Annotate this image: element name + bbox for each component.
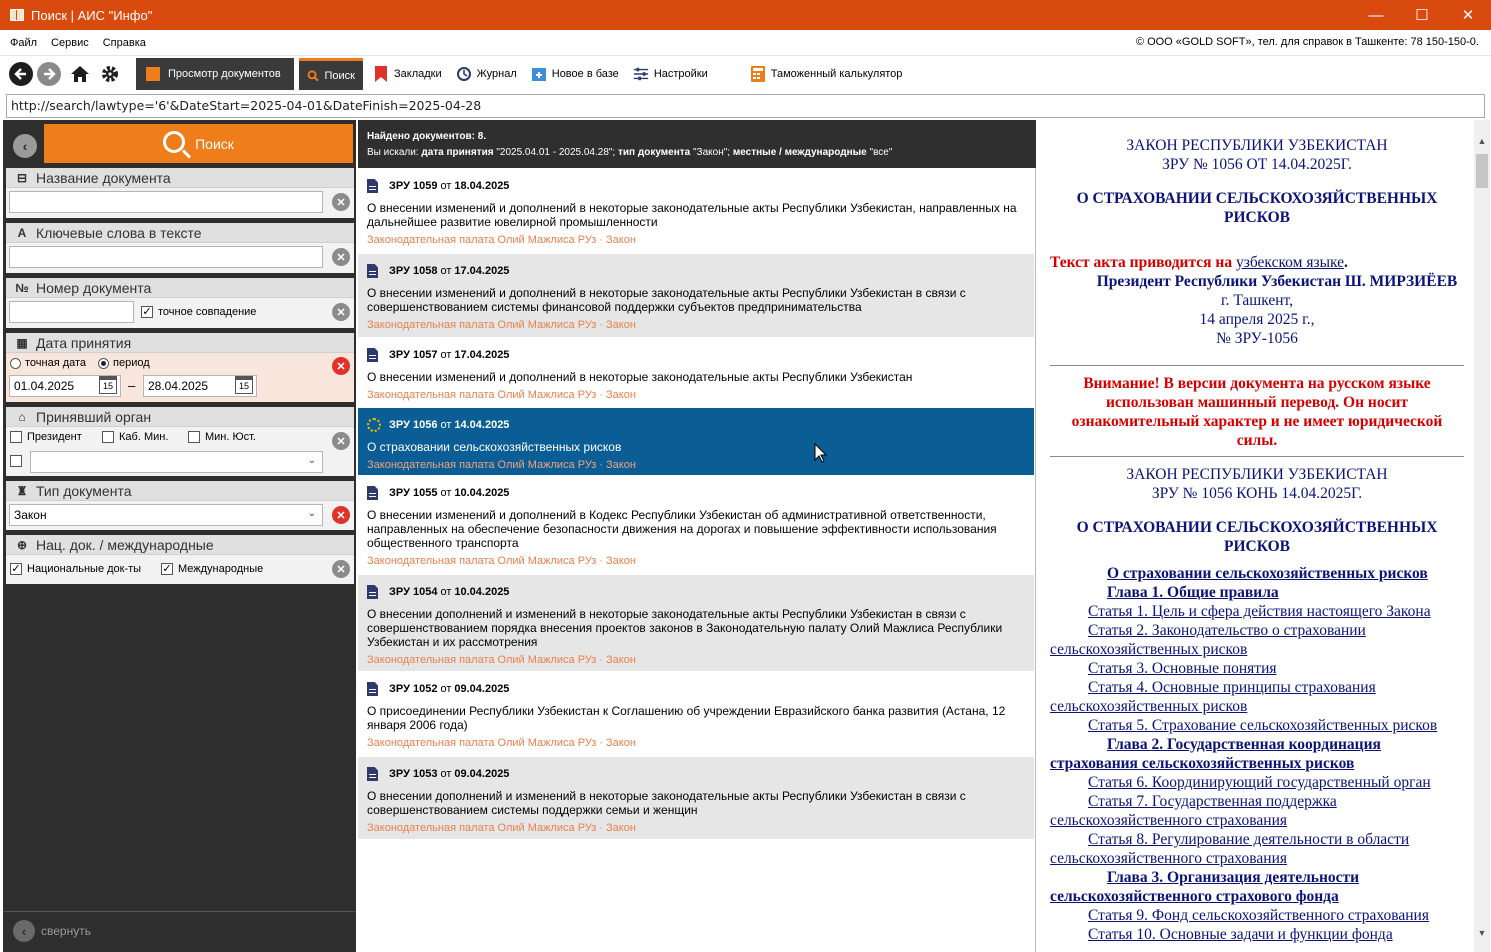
result-from: от (440, 180, 452, 192)
menu-bar (0, 30, 1491, 56)
result-source: Законодательная палата Олий Мажлиса РУз (367, 389, 597, 401)
result-source: Законодательная палата Олий Мажлиса РУз (367, 737, 597, 749)
filter-doc-name-title: Название документа (36, 169, 171, 186)
result-item[interactable]: ЗРУ 1055 от 10.04.2025 О внесении изменений и дополнений в Кодекс Республики Узбекистан об административной ответственности, направленных на обеспечение безопасности движения на дорогах и повышение эффективности использования общественного транспорта Законодательная палата Олий Мажлиса РУз · Закон (358, 476, 1034, 574)
home-icon[interactable] (69, 63, 91, 85)
date-to-input[interactable] (143, 375, 257, 397)
filter-doc-type-title: Тип документа (36, 482, 132, 499)
doc-city: г. Ташкент, (1220, 292, 1294, 309)
journal-label: Журнал (476, 68, 517, 80)
result-from: от (440, 487, 452, 499)
book-icon (10, 9, 24, 21)
result-type: Закон (606, 654, 636, 666)
minjust-label: Мин. Юст. (205, 431, 256, 443)
new-in-base-button[interactable] (531, 66, 619, 82)
doc-lang-note: Текст акта приводится на узбекском языке. (1050, 254, 1348, 271)
globe-icon: ⊕ (16, 537, 28, 552)
collapse-left-icon[interactable]: ‹ (13, 134, 37, 158)
mouse-cursor-icon (814, 443, 828, 463)
tab-search[interactable] (299, 58, 363, 90)
query-type-value: "Закон"; (693, 147, 731, 158)
cabmin-checkbox[interactable] (102, 431, 168, 443)
checkbox-icon (10, 455, 22, 467)
exact-match-label: точное совпадение (158, 306, 257, 318)
document-icon (367, 348, 378, 362)
toc-link[interactable]: Статья 9. Фонд сельскохозяйственного страхования (1088, 907, 1429, 924)
checkbox-checked-icon: ✓ (11, 562, 21, 575)
bookmarks-label: Закладки (394, 68, 442, 80)
result-date: 09.04.2025 (454, 768, 510, 780)
toc-link[interactable]: Статья 3. Основные понятия (1088, 660, 1277, 677)
toc-link[interactable]: Статья 1. Цель и сфера действия настоящего Закона (1088, 603, 1431, 620)
result-item[interactable]: ЗРУ 1059 от 18.04.2025 О внесении изменений и дополнений в некоторые законодательные акты Республики Узбекистан, направленных на дальнейшее развитие ювелирной промышленности Законодательная палата Олий Мажлиса РУз · Закон (358, 169, 1034, 253)
customs-calculator-button[interactable] (750, 66, 903, 82)
calendar-plus-icon (531, 66, 547, 82)
title-bar (0, 0, 1491, 30)
maximize-button[interactable]: ☐ (1415, 7, 1429, 24)
toc-link[interactable]: Статья 4. Основные принципы страхования сельскохозяйственных рисков (1050, 679, 1376, 715)
chevron-down-icon: ⌄ (307, 455, 316, 466)
calculator-icon (750, 66, 766, 82)
date-to-value: 28.04.2025 (148, 379, 209, 393)
exact-match-checkbox[interactable] (141, 306, 256, 318)
filter-doc-number-title: Номер документа (36, 279, 152, 296)
result-type: Закон (606, 555, 636, 567)
toc-link[interactable]: Статья 7. Государственная поддержка сельскохозяйственного страхования (1050, 793, 1337, 829)
document-scrollbar[interactable] (1474, 120, 1490, 952)
filter-organ (6, 407, 354, 476)
date-from-value: 01.04.2025 (14, 379, 75, 393)
clear-icon[interactable]: ✕ (332, 303, 350, 321)
query-local-label: местные / международные (732, 147, 867, 158)
period-radio[interactable] (98, 357, 150, 369)
result-number: ЗРУ 1058 (389, 265, 438, 277)
scroll-down-icon[interactable]: ▼ (1477, 928, 1487, 938)
text-a-icon: A (17, 225, 27, 240)
period-label: период (113, 357, 150, 369)
clear-icon[interactable]: ✕ (332, 560, 350, 578)
national-label: Национальные док-ты (27, 563, 142, 575)
checkbox-icon (10, 431, 22, 443)
filter-date-title: Дата принятия (36, 334, 132, 351)
toc-link[interactable]: Глава 2. Государственная координация страхования сельскохозяйственных рисков (1050, 736, 1381, 772)
president-label: Президент (27, 431, 82, 443)
result-from: от (440, 683, 452, 695)
query-local-value: "все" (869, 147, 893, 158)
address-bar[interactable]: http://search/lawtype='6'&DateStart=2025-04-01&DateFinish=2025-04-28 (6, 94, 1485, 118)
result-title: О присоединении Республики Узбекистан к Соглашению об учреждении Евразийского банка развития (Астана, 12 января 2006 года) (367, 704, 1006, 732)
journal-button[interactable] (456, 66, 517, 82)
new-in-base-label: Новое в базе (551, 68, 619, 80)
international-checkbox[interactable] (161, 563, 263, 575)
minimize-button[interactable]: — (1368, 6, 1384, 24)
chevron-left-icon: ‹ (13, 920, 35, 942)
result-number: ЗРУ 1056 (389, 419, 438, 431)
result-date: 17.04.2025 (454, 265, 510, 277)
stamp-icon: ♜ (16, 483, 28, 498)
filter-doc-type (6, 481, 354, 530)
result-number: ЗРУ 1054 (389, 586, 438, 598)
result-source: Законодательная палата Олий Мажлиса РУз (367, 234, 597, 246)
result-from: от (440, 265, 452, 277)
back-arrow-icon[interactable] (9, 62, 33, 86)
result-title: О внесении изменений и дополнений в некоторые законодательные акты Республики Узбекистан в связи с совершенствованием системы финансовой поддержки субъектов предпринимательства (367, 286, 966, 314)
result-title: О страховании сельскохозяйственных рисков (367, 440, 622, 454)
settings-button[interactable] (633, 66, 708, 82)
result-date: 10.04.2025 (454, 586, 510, 598)
tab-search-label: Поиск (324, 69, 355, 82)
toc-link[interactable]: О страховании сельскохозяйственных рисков (1107, 565, 1428, 582)
customs-calculator-label: Таможенный калькулятор (770, 68, 903, 80)
clear-icon[interactable]: ✕ (332, 432, 350, 450)
radio-selected-icon (98, 358, 109, 369)
calendar-icon[interactable]: 15 (99, 379, 117, 394)
clear-icon[interactable]: ✕ (332, 357, 350, 375)
date-from-input[interactable] (9, 375, 121, 397)
result-number: ЗРУ 1052 (389, 683, 438, 695)
doc-law-heading: ЗАКОН РЕСПУБЛИКИ УЗБЕКИСТАН (1126, 137, 1388, 154)
query-date-value: "2025.04.01 - 2025.04.28"; (496, 147, 616, 158)
result-source: Законодательная палата Олий Мажлиса РУз (367, 822, 597, 834)
settings-label: Настройки (653, 68, 708, 80)
result-source: Законодательная палата Олий Мажлиса РУз (367, 555, 597, 567)
scroll-thumb[interactable] (1476, 154, 1488, 188)
doc-title: О СТРАХОВАНИИ СЕЛЬСКОХОЗЯЙСТВЕННЫХ РИСКОВ (1076, 190, 1438, 226)
filter-keywords (6, 223, 354, 273)
search-icon (307, 68, 320, 84)
doc-table-of-contents (1040, 564, 1474, 944)
toolbar (0, 56, 1491, 92)
result-from: от (440, 349, 452, 361)
result-item-selected[interactable]: ЗРУ 1056 от 14.04.2025 О страховании сельскохозяйственных рисков Законодательная палата Олий Мажлиса РУз · Закон (358, 408, 1034, 475)
toc-link[interactable]: Статья 5. Страхование сельскохозяйственных рисков (1088, 717, 1438, 734)
document-icon (367, 179, 378, 193)
doc-title-2: О СТРАХОВАНИИ СЕЛЬСКОХОЗЯЙСТВЕННЫХ РИСКОВ (1076, 519, 1438, 555)
toc-link[interactable]: Статья 6. Координирующий государственный орган (1088, 774, 1431, 791)
result-date: 09.04.2025 (454, 683, 510, 695)
result-number: ЗРУ 1057 (389, 349, 438, 361)
clear-icon[interactable]: ✕ (332, 193, 350, 211)
doc-law-number-2: ЗРУ № 1056 КОНЬ 14.04.2025Г. (1151, 485, 1363, 502)
result-title: О внесении дополнений и изменений в некоторые законодательные акты Республики Узбекистан в связи с совершенствованием системы поддержки семьи и женщин (367, 789, 966, 817)
doc-name-input[interactable] (9, 191, 323, 213)
collapse-label: свернуть (41, 924, 91, 938)
search-filter-panel (3, 120, 356, 952)
search-button[interactable] (44, 124, 353, 163)
query-prefix: Вы искали: (367, 147, 419, 158)
result-item[interactable]: ЗРУ 1058 от 17.04.2025 О внесении изменений и дополнений в некоторые законодательные акты Республики Узбекистан в связи с совершенствованием системы финансовой поддержки субъектов предпринимательства Законодательная палата Олий Мажлиса РУз · Закон (358, 254, 1034, 337)
collapse-button[interactable] (13, 920, 91, 942)
clear-icon[interactable]: ✕ (332, 506, 350, 524)
lang-note-text: Текст акта приводится на (1050, 254, 1233, 271)
checkbox-checked-icon: ✓ (162, 562, 172, 575)
result-title: О внесении дополнений и изменений в некоторые законодательные акты Республики Узбекистан в связи с совершенствованием порядка внесения проектов законов в Законодательную палату Олий Мажлиса Республики Узбекистан и их рассмотрения (367, 607, 1003, 649)
result-date: 10.04.2025 (454, 487, 510, 499)
search-icon (163, 131, 185, 153)
history-icon (456, 66, 472, 82)
results-panel (358, 120, 1036, 952)
toc-link[interactable]: Статья 2. Законодательство о страховании сельскохозяйственных рисков (1050, 622, 1366, 658)
window-title: Поиск | АИС "Инфо" (31, 7, 153, 23)
result-item[interactable]: ЗРУ 1057 от 17.04.2025 О внесении изменений и дополнений в некоторые законодательные акты Республики Узбекистан Законодательная палата Олий Мажлиса РУз · Закон (358, 338, 1034, 407)
result-type: Закон (606, 822, 636, 834)
result-item[interactable]: ЗРУ 1053 от 09.04.2025 О внесении дополнений и изменений в некоторые законодательные акты Республики Узбекистан в связи с совершенствованием системы поддержки семьи и женщин Законодательная палата Олий Мажлиса РУз · Закон (358, 757, 1034, 839)
other-organ-checkbox[interactable] (10, 455, 27, 467)
exact-date-label: точная дата (25, 357, 87, 369)
clear-icon[interactable]: ✕ (332, 248, 350, 266)
doc-date: 14 апреля 2025 г., (1199, 311, 1315, 328)
result-number: ЗРУ 1055 (389, 487, 438, 499)
document-icon (367, 585, 378, 599)
filter-intl (6, 535, 354, 584)
close-button[interactable]: ✕ (1461, 7, 1475, 24)
filter-keywords-title: Ключевые слова в тексте (36, 224, 202, 241)
bookmarks-button[interactable] (373, 66, 442, 82)
result-date: 18.04.2025 (454, 180, 510, 192)
keywords-input[interactable] (9, 246, 323, 268)
toc-link[interactable]: Глава 1. Общие правила (1107, 584, 1279, 601)
doc-number-input[interactable] (9, 301, 134, 323)
bookmark-icon (373, 66, 389, 82)
doc-type-select[interactable] (9, 504, 323, 526)
toc-link[interactable]: Статья 8. Регулирование деятельности в области сельскохозяйственного страхования (1050, 831, 1410, 867)
query-type-label: тип документа (618, 147, 691, 158)
scroll-up-icon[interactable]: ▲ (1477, 136, 1487, 146)
result-title: О внесении изменений и дополнений в некоторые законодательные акты Республики Узбекистан, направленных на дальнейшее развитие ювелирной промышленности (367, 201, 1017, 229)
checkbox-checked-icon: ✓ (142, 305, 152, 318)
divider (1050, 365, 1464, 366)
menu-file[interactable]: Файл (10, 36, 38, 49)
result-type: Закон (606, 389, 636, 401)
result-type: Закон (606, 737, 636, 749)
organ-select[interactable] (30, 451, 323, 473)
result-date: 14.04.2025 (454, 419, 510, 431)
document-icon (367, 486, 378, 500)
document-icon (367, 682, 378, 696)
menu-service[interactable]: Сервис (51, 36, 89, 49)
result-source: Законодательная палата Олий Мажлиса РУз (367, 319, 597, 331)
result-from: от (440, 768, 452, 780)
tab-view-documents[interactable] (136, 58, 294, 90)
doc-law-heading-2: ЗАКОН РЕСПУБЛИКИ УЗБЕКИСТАН (1126, 466, 1388, 483)
checkbox-icon (188, 431, 200, 443)
doc-type-value: Закон (14, 508, 47, 522)
sliders-icon (633, 66, 649, 82)
national-checkbox[interactable] (10, 563, 141, 575)
divider (1050, 456, 1464, 457)
cabmin-label: Каб. Мин. (119, 431, 169, 443)
international-label: Международные (178, 563, 264, 575)
filter-intl-title: Нац. док. / международные (36, 536, 214, 553)
document-icon (367, 767, 378, 781)
menu-help[interactable]: Справка (102, 36, 146, 49)
found-count: Найдено документов: 8. (367, 131, 487, 142)
result-title: О внесении изменений и дополнений в некоторые законодательные акты Республики Узбекистан (367, 370, 913, 384)
filter-date (6, 333, 354, 402)
loading-spinner-icon (367, 418, 381, 432)
minjust-checkbox[interactable] (188, 431, 256, 443)
result-item[interactable]: ЗРУ 1054 от 10.04.2025 О внесении дополнений и изменений в некоторые законодательные акты Республики Узбекистан в связи с совершенствованием порядка внесения проектов законов в Законодательную палату Олий Мажлиса Республики Узбекистан и их рассмотрения Законодательная палата Олий Мажлиса РУз · Закон (358, 575, 1034, 671)
result-title: О внесении изменений и дополнений в Кодекс Республики Узбекистан об административной ответственности, направленных на обеспечение безопасности движения на дорогах и повышение эффективности использования общественного транспорта (367, 508, 997, 550)
president-checkbox[interactable] (10, 431, 82, 443)
date-dash: – (128, 378, 136, 393)
document-view (1040, 120, 1474, 952)
doc-law-number: ЗРУ № 1056 ОТ 14.04.2025Г. (1162, 156, 1352, 173)
gear-icon[interactable] (99, 63, 121, 85)
result-source: Законодательная палата Олий Мажлиса РУз (367, 654, 597, 666)
machine-translation-warning: Внимание! В версии документа на русском языке использован машинный перевод. Он носит ознакомительный характер и не имеет юридической силы. (1071, 375, 1443, 449)
uzbek-language-link[interactable]: узбекском языке (1235, 254, 1345, 271)
doc-president: Президент Республики Узбекистан Ш. МИРЗИЁЕВ (1096, 273, 1458, 290)
filter-doc-number (6, 278, 354, 328)
document-icon (367, 264, 378, 278)
result-date: 17.04.2025 (454, 349, 510, 361)
result-number: ЗРУ 1053 (389, 768, 438, 780)
calendar-icon: ▦ (16, 335, 28, 350)
institution-icon: ⌂ (18, 409, 26, 424)
copyright-text: © ООО «GOLD SOFT», тел. для справок в Ташкенте: 78 150-150-0. (1135, 36, 1479, 48)
doc-header (1040, 136, 1474, 174)
chevron-down-icon: ⌄ (307, 508, 316, 519)
toc-link[interactable]: Глава 3. Организация деятельности сельскохозяйственного страхового фонда (1050, 869, 1360, 905)
filter-doc-name (6, 168, 354, 218)
radio-icon (10, 358, 21, 369)
number-icon: № (15, 280, 29, 295)
result-from: от (440, 586, 452, 598)
calendar-icon[interactable]: 15 (235, 379, 253, 394)
result-number: ЗРУ 1059 (389, 180, 438, 192)
document-title-icon: ⊟ (16, 170, 28, 185)
documents-icon (146, 67, 160, 81)
forward-arrow-icon[interactable] (37, 62, 61, 86)
exact-date-radio[interactable] (10, 357, 86, 369)
search-button-label: Поиск (195, 135, 234, 152)
result-source: Законодательная палата Олий Мажлиса РУз (367, 459, 597, 471)
tab-view-documents-label: Просмотр документов (168, 68, 281, 80)
divider (3, 911, 356, 912)
result-type: Закон (606, 234, 636, 246)
filter-organ-title: Принявший орган (36, 408, 152, 425)
checkbox-icon (102, 431, 114, 443)
result-item[interactable]: ЗРУ 1052 от 09.04.2025 О присоединении Республики Узбекистан к Соглашению об учреждении Евразийского банка развития (Астана, 12 января 2006 года) Законодательная палата Олий Мажлиса РУз · Закон (358, 672, 1034, 756)
results-summary (358, 120, 1036, 168)
doc-number: № ЗРУ-1056 (1216, 330, 1298, 347)
result-from: от (440, 419, 452, 431)
toc-link[interactable]: Статья 10. Основные задачи и функции фонда (1088, 926, 1393, 943)
result-type: Закон (606, 319, 636, 331)
result-type: Закон (606, 459, 636, 471)
query-date-label: дата принятия (421, 147, 494, 158)
